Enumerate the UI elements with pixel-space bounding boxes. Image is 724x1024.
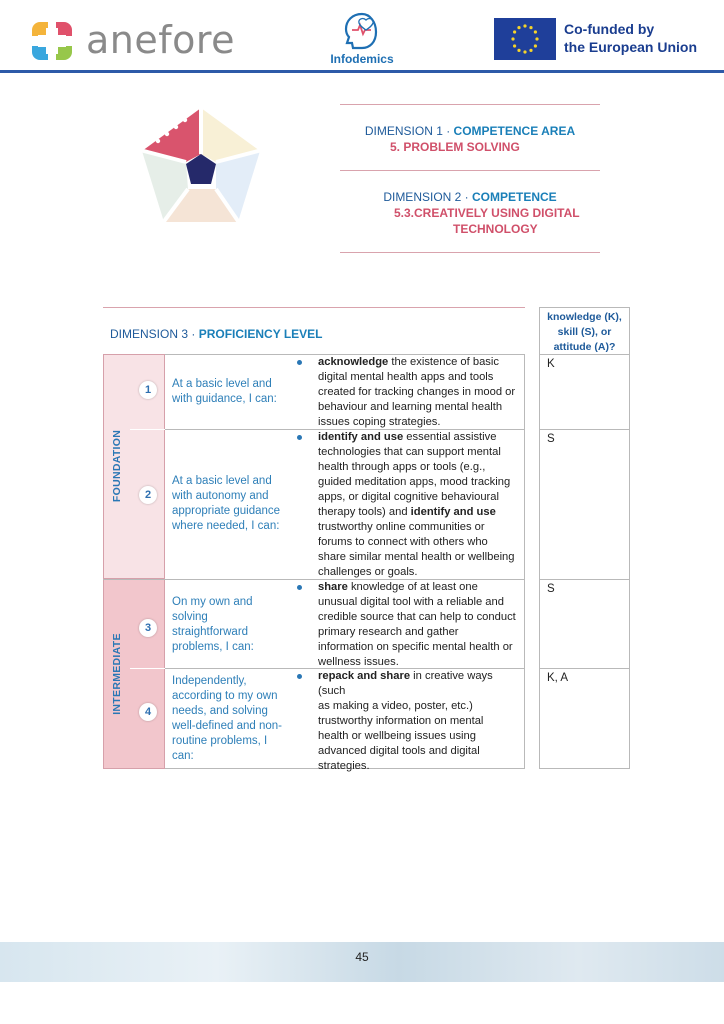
outcome-verb: share	[318, 581, 348, 593]
dimension-2-line	[340, 190, 600, 204]
outcome-line: therapy tools) and	[318, 506, 411, 518]
kas-cell	[539, 668, 630, 769]
desc-line: straightforward	[172, 626, 249, 638]
desc-line: with autonomy and	[172, 490, 269, 502]
outcome-line: created for tracking changes in mood or	[318, 386, 516, 398]
kas-header-line-3: attitude (A)?	[553, 341, 616, 353]
group-label-intermediate: INTERMEDIATE	[111, 633, 123, 715]
eu-funding-logo	[494, 18, 704, 62]
outcome-line: health through apps or tools (e.g.,	[318, 461, 486, 473]
kas-header-line-2: skill (S), or	[557, 326, 612, 338]
outcome-line: health or wellbeing issues using	[318, 730, 476, 742]
level-number-badge: 2	[139, 486, 157, 504]
outcome-line: in creative ways (such	[318, 670, 493, 697]
desc-line: according to my own	[172, 690, 278, 702]
kas-value: K	[547, 358, 555, 370]
outcome-verb: acknowledge	[318, 356, 389, 368]
group-label-foundation: FOUNDATION	[111, 429, 123, 503]
outcome-verb: identify and use	[410, 506, 496, 518]
kas-cell	[539, 579, 630, 669]
level-description	[172, 474, 292, 534]
outcome-verb: identify and use	[318, 431, 404, 443]
outcome-line: trustworthy information on mental	[318, 715, 484, 727]
outcome-line: share similar mental health or wellbeing	[318, 551, 515, 563]
level-description	[172, 674, 292, 764]
dimension-2-value-line-2: TECHNOLOGY	[453, 222, 538, 236]
outcome-text	[318, 430, 523, 580]
bullet-icon	[297, 435, 302, 440]
bullet-icon	[297, 585, 302, 590]
dimension-2-label: COMPETENCE	[472, 190, 557, 204]
outcome-line: behaviour and learning mental health	[318, 401, 503, 413]
outcome-line: knowledge of at least one	[347, 581, 478, 593]
desc-line: At a basic level and	[172, 475, 272, 487]
outcome-text	[318, 580, 523, 670]
dimension-1-label: COMPETENCE AREA	[453, 124, 576, 138]
outcome-line: wellness issues.	[318, 656, 399, 668]
outcome-line: issues coping strategies.	[318, 416, 441, 428]
anefore-cross-icon	[30, 20, 74, 62]
anefore-logo	[30, 20, 250, 62]
outcome-line: challenges or goals.	[318, 566, 418, 578]
desc-line: needs, and solving	[172, 705, 268, 717]
desc-line: Independently,	[172, 675, 247, 687]
divider	[340, 252, 600, 253]
desc-line: routine problems, I	[172, 735, 268, 747]
outcome-line: forums to connect with others who	[318, 536, 488, 548]
eu-flag-icon	[494, 18, 556, 60]
kas-value: K, A	[547, 672, 569, 684]
dimension-1-prefix: DIMENSION 1 ·	[364, 124, 454, 138]
dimension-2-value-line-1: 5.3.CREATIVELY USING DIGITAL	[394, 206, 580, 220]
kas-value: S	[547, 583, 555, 595]
brand-word: anefore	[86, 18, 236, 62]
desc-line: well-defined and non-	[172, 720, 282, 732]
bullet-icon	[297, 674, 302, 679]
kas-cell	[539, 429, 630, 580]
dimension-3-line	[110, 327, 322, 341]
outcome-line: strategies.	[318, 760, 370, 772]
level-description	[172, 595, 292, 655]
outcome-line: the existence of basic	[388, 356, 499, 368]
outcome-line: technologies that can support mental	[318, 446, 501, 458]
desc-line: solving	[172, 611, 208, 623]
divider	[103, 307, 525, 308]
desc-line: can:	[172, 750, 194, 762]
infodemics-logo	[322, 10, 402, 68]
desc-line: with guidance, I can:	[172, 393, 277, 405]
dimension-3-label: PROFICIENCY LEVEL	[198, 327, 323, 341]
desc-line: On my own and	[172, 596, 253, 608]
kas-header	[539, 307, 630, 355]
desc-line: where needed, I can:	[172, 520, 280, 532]
head-heartbeat-icon	[340, 10, 384, 54]
outcome-line: advanced digital tools and digital	[318, 745, 480, 757]
outcome-text	[318, 669, 523, 774]
competence-pentagon-icon	[136, 104, 266, 230]
divider	[130, 429, 165, 430]
desc-line: At a basic level and	[172, 378, 272, 390]
page-number: 45	[355, 950, 369, 964]
outcome-line: credible source that can help to conduct	[318, 611, 516, 623]
bullet-icon	[297, 360, 302, 365]
outcome-verb: repack and share	[318, 670, 411, 682]
outcome-text	[318, 355, 523, 430]
level-number-badge: 1	[139, 381, 157, 399]
divider	[130, 668, 165, 669]
dimension-2-prefix: DIMENSION 2 ·	[383, 190, 472, 204]
dimension-1-value: 5. PROBLEM SOLVING	[390, 140, 520, 154]
level-number-badge: 4	[139, 703, 157, 721]
outcome-line: guided meditation apps, mood tracking	[318, 476, 511, 488]
outcome-line: as making a video, poster, etc.)	[318, 700, 473, 712]
outcome-line: essential assistive	[403, 431, 497, 443]
outcome-line: primary research and gather	[318, 626, 459, 638]
funding-line-2: the European Union	[564, 39, 697, 55]
outcome-line: digital mental health apps and tools	[318, 371, 494, 383]
level-description	[172, 377, 292, 407]
dimension-1-line	[340, 124, 600, 138]
desc-line: appropriate guidance	[172, 505, 281, 517]
level-number-badge: 3	[139, 619, 157, 637]
outcome-line: apps, or digital cognitive behavioural	[318, 491, 499, 503]
outcome-line: information on specific mental health or	[318, 641, 513, 653]
header-rule	[0, 70, 724, 73]
project-name: Infodemics	[330, 52, 394, 66]
kas-value: S	[547, 433, 555, 445]
divider	[340, 170, 600, 171]
dimension-3-prefix: DIMENSION 3 ·	[110, 327, 199, 341]
divider	[340, 104, 600, 105]
funding-line-1: Co-funded by	[564, 21, 655, 37]
outcome-line: unusual digital tool with a reliable and	[318, 596, 504, 608]
kas-header-line-1: knowledge (K),	[547, 311, 622, 323]
desc-line: problems, I can:	[172, 641, 254, 653]
kas-cell	[539, 354, 630, 430]
outcome-line: trustworthy online communities or	[318, 521, 485, 533]
